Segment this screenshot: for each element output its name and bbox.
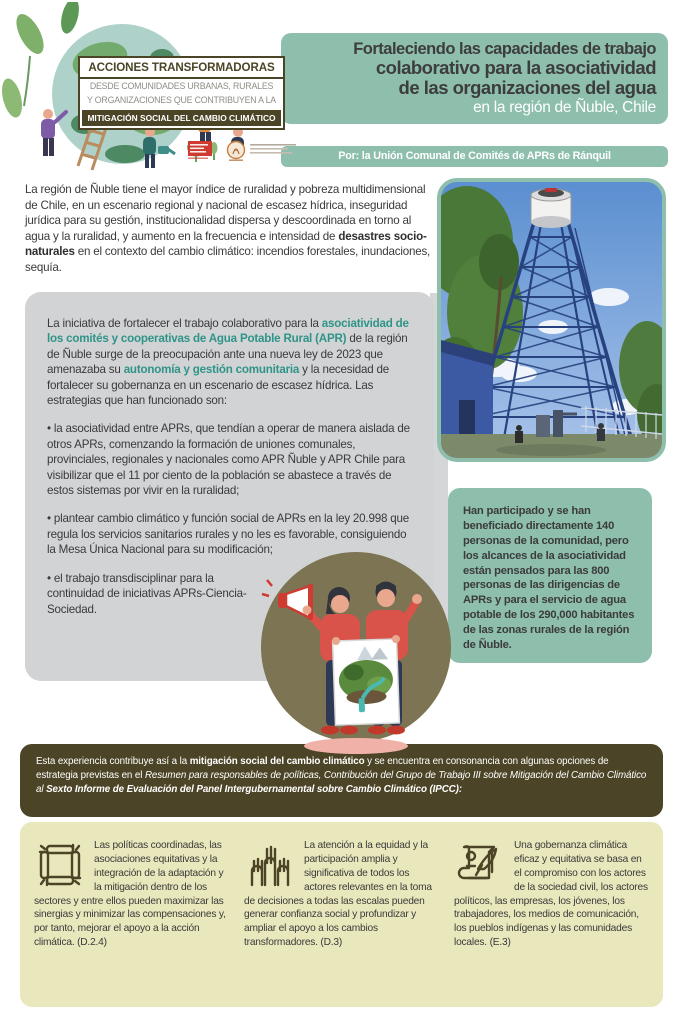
ipcc-bold-italic: Sexto Informe de Evaluación del Panel Intergubernamental sobre Cambio Climático (IPCC): bbox=[46, 783, 462, 795]
hands-square-icon bbox=[34, 839, 86, 891]
initiative-highlight-1: asociatividad de los comités y cooperativas de Agua Potable Rural (APR) bbox=[47, 317, 409, 346]
red-partner-logo bbox=[188, 141, 214, 161]
title-line-3: de las organizaciones del agua bbox=[398, 76, 656, 98]
strategy-bullet-1: • la asociatividad entre APRs, que tendían a operar de manera aislada de otros APRs, comenzando la formación de uniones comunales, provinciales, regionales y nacionales como APR Ñuble y APR Chile para visibilizar que el 11 por ciento de la población se abastece a través de estos sistemas por vivir en la ruralidad; bbox=[47, 422, 410, 498]
title-line-1: Fortaleciendo las capacidades de trabajo bbox=[353, 40, 656, 58]
scroll-quill-icon bbox=[454, 839, 506, 891]
landscape-poster bbox=[333, 639, 400, 725]
quote-e3-text: Una gobernanza climática eficaz y equitativa se basa en el compromiso con los actores de la sociedad civil, los actores políticos, las empresas, los jóvenes, los trabajadores, los medios de comunicación, los pueblos indígenas y las comunidades locales. (E.3) bbox=[454, 840, 648, 949]
blue-shed bbox=[441, 340, 493, 450]
ipcc-bold-1: mitigación social del cambio climático bbox=[189, 756, 365, 767]
strategy-bullet-2: • plantear cambio climático y función social de APRs en la ley 20.998 que regula los servicios sanitarios rurales y no les es favorable, consiguiendo la Mesa Única Nacional para su modificación; bbox=[47, 512, 409, 557]
byline-bar: Por: la Unión Comunal de Comités de APRs de Ránquil bbox=[281, 146, 668, 167]
campaign-badge bbox=[78, 56, 285, 130]
badge-subtitle-1: DESDE COMUNIDADES URBANAS, RURALES bbox=[89, 81, 274, 91]
badge-bottom-bar: MITIGACIÓN SOCIAL DEL CAMBIO CLIMÁTICO bbox=[82, 110, 281, 126]
quote-d3-text: La atención a la equidad y la participación amplia y significativa de todos los actores relevantes en la toma de decisiones a todas las escalas pueden generar confianza social y profundizar y ampliar el apoyo a los cambios transformadores. (D.3) bbox=[244, 840, 432, 949]
initiative-text-3: y la necesidad de fortalecer su gobernanza en un escenario de escasez hídrica. Las estrategias que han funcionado son: bbox=[47, 363, 390, 408]
raised-hands-icon bbox=[244, 839, 296, 891]
title-subtitle: en la región de Ñuble, Chile bbox=[473, 98, 656, 116]
title-panel bbox=[281, 33, 668, 124]
community-illustration bbox=[258, 548, 454, 760]
impact-panel: Han participado y se han beneficiado directamente 140 personas de la comunidad, pero los alcances de la asociatividad están pensados para las 800 personas de las dirigencias de APRs y para el servicio de agua potable de los 290,000 habitantes de las zonas rurales de la región de Ñuble. bbox=[448, 488, 652, 663]
quote-d3 bbox=[244, 839, 439, 990]
intro-text-1: La región de Ñuble tiene el mayor índice de ruralidad y pobreza multidimensional de Chile, en un escenario regional y nacional de escasez hídrica, inseguridad jurídica para su gestión, institucionalidad dispersa y descoordinada en torno al agua y la ruralidad, y aumento en la frecuencia e intensidad de bbox=[25, 183, 426, 243]
emblem-partner-logo bbox=[226, 140, 302, 162]
water-tank bbox=[531, 188, 571, 228]
quote-d24 bbox=[34, 839, 229, 990]
ipcc-quotes-panel bbox=[20, 822, 663, 1007]
badge-subtitle-2: Y ORGANIZACIONES QUE CONTRIBUYEN A LA bbox=[87, 95, 276, 106]
intro-text-2: en el contexto del cambio climático: incendios forestales, inundaciones, sequía. bbox=[25, 245, 431, 274]
partner-logos bbox=[188, 139, 302, 163]
title-line-2: colaborativo para la asociatividad bbox=[375, 57, 656, 79]
initiative-highlight-2: autonomía y gestión comunitaria bbox=[123, 363, 300, 377]
quote-e3 bbox=[454, 839, 649, 990]
quote-d24-text: Las políticas coordinadas, las asociaciones equitativas y la integración de la adaptación y la mitigación dentro de los sectores y entre ellos pueden maximizar las sinergias y minimizar las compensaciones y, por tanto, mejorar el apoyo a la acción climática. (D.2.4) bbox=[34, 840, 226, 949]
initiative-text-1: La iniciativa de fortalecer el trabajo colaborativo para la bbox=[47, 317, 322, 330]
initiative-paragraph bbox=[47, 316, 412, 408]
initiative-text-2: de la región de Ñuble surge de la preocupación ante una nueva ley de 2023 que amenazaba su bbox=[47, 332, 408, 377]
intro-paragraph bbox=[25, 182, 435, 275]
badge-title: ACCIONES TRANSFORMADORAS bbox=[80, 58, 283, 79]
ipcc-text-2: y se encuentra en consonancia con algunas opciones de estrategia previstas en el bbox=[36, 756, 609, 781]
intro-bold: desastres socio-naturales bbox=[25, 229, 427, 259]
ipcc-italic-1: Resumen para responsables de políticas, Contribución del Grupo de Trabajo III sobre Mitigación del Cambio Climático al bbox=[36, 769, 647, 795]
ipcc-text-1: Esta experiencia contribuye así a la bbox=[36, 756, 190, 767]
water-tower-photo bbox=[437, 178, 666, 462]
strategy-bullet-3: • el trabajo transdisciplinar para la continuidad de iniciativas APRs-Ciencia-Sociedad. bbox=[47, 571, 247, 616]
